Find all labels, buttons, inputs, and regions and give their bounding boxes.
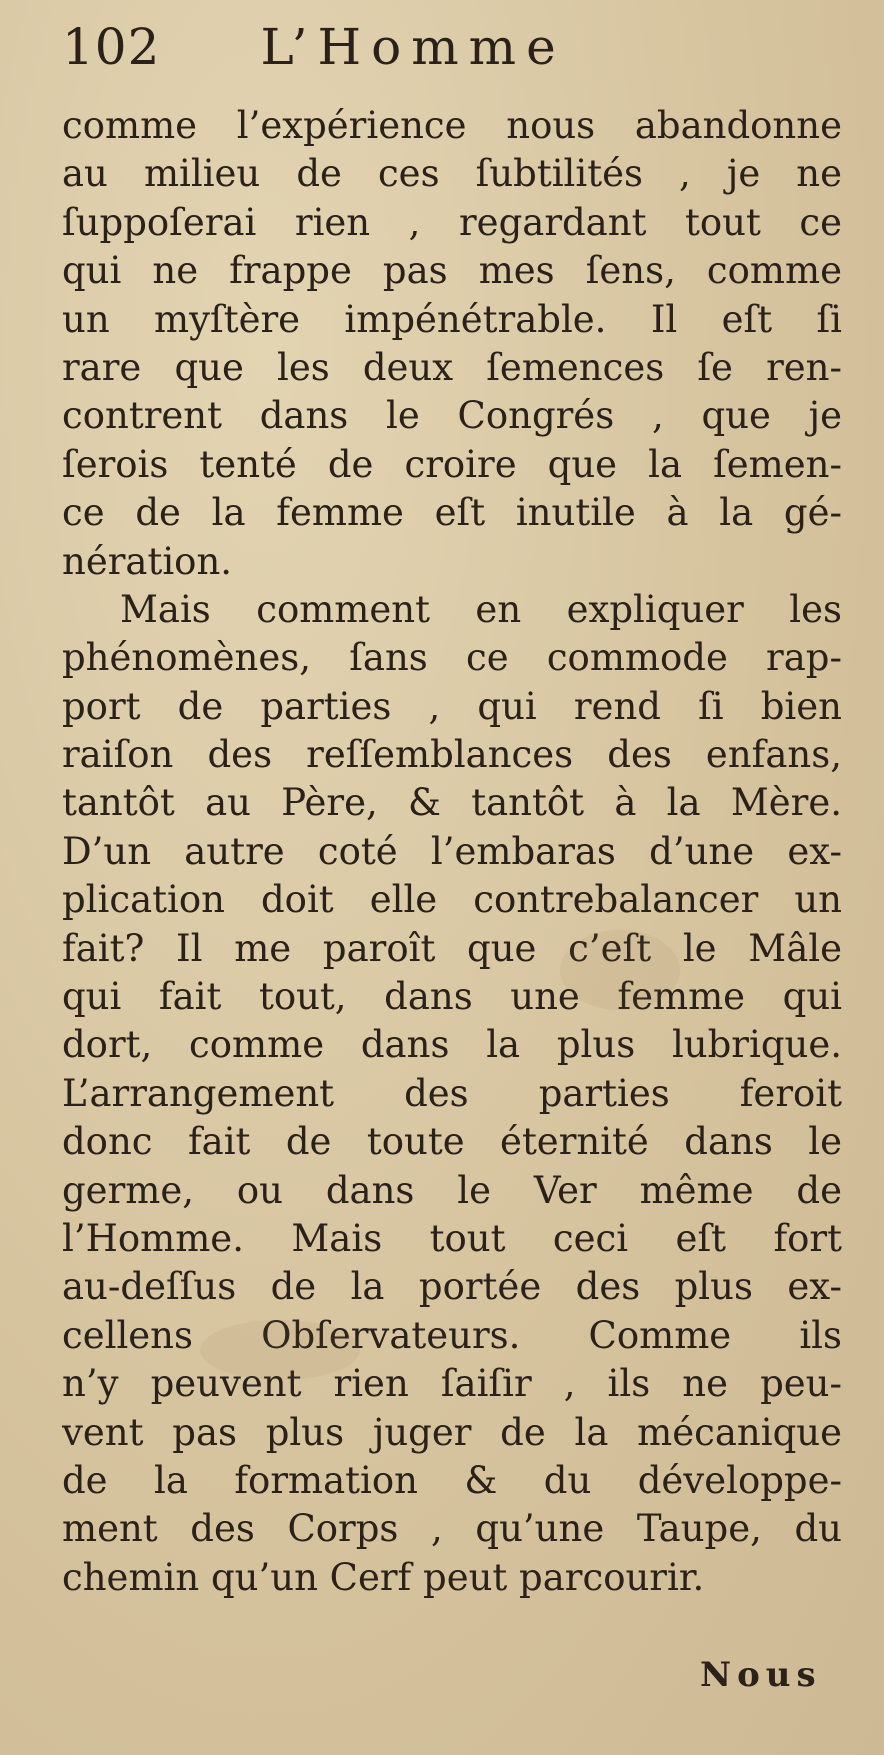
text-line: cellens Obſervateurs. Comme ils (62, 1313, 842, 1357)
text-line: n’y peuvent rien ſaiſir , ils ne peu- (62, 1362, 842, 1406)
running-head: L’Homme (260, 18, 566, 76)
text-line: comme l’expérience nous abandonne (62, 104, 842, 147)
text-line: ment des Corps , qu’une Taupe, du (62, 1507, 842, 1551)
page-number: 102 (62, 18, 161, 76)
text-line: germe, ou dans le Ver même de (62, 1168, 842, 1212)
text-line: fait? Il me paroît que c’eſt le Mâle (62, 926, 842, 970)
text-line: de la formation & du développe- (62, 1458, 842, 1502)
catchword: Nous (700, 1655, 822, 1695)
text-line: nération. (62, 539, 233, 583)
text-line: l’Homme. Mais tout ceci eſt fort (62, 1216, 842, 1260)
text-line: phénomènes, ſans ce commode rap- (62, 636, 842, 680)
text-line: au-deſſus de la portée des plus ex- (62, 1265, 842, 1309)
text-line: ce de la femme eſt inutile à la gé- (62, 491, 842, 535)
text-line: plication doit elle contrebalancer un (62, 878, 842, 922)
text-line: ſuppoſerai rien , regardant tout ce (62, 200, 842, 244)
text-line: Mais comment en expliquer les (120, 587, 842, 631)
paper-stain (560, 930, 680, 1010)
text-line: port de parties , qui rend ſi bien (62, 684, 842, 728)
text-line: chemin qu’un Cerf peut parcourir. (62, 1555, 705, 1599)
text-line: donc fait de toute éternité dans le (62, 1120, 842, 1164)
text-line: raiſon des reſſemblances des enfans, (62, 733, 842, 777)
text-line: au milieu de ces ſubtilités , je ne (62, 152, 842, 196)
text-line: ſerois tenté de croire que la ſemen- (62, 442, 842, 486)
text-line: rare que les deux ſemences ſe ren- (62, 345, 842, 389)
page-header (62, 18, 848, 102)
text-line: qui ne frappe pas mes ſens, comme (62, 249, 842, 293)
paper-stain (200, 1320, 360, 1380)
text-line: tantôt au Père, & tantôt à la Mère. (62, 781, 842, 825)
text-line: contrent dans le Congrés , que je (62, 394, 842, 438)
text-block (62, 102, 848, 1602)
text-line: un myſtère impénétrable. Il eſt ſi (62, 297, 842, 341)
text-line: D’un autre coté l’embaras d’une ex- (62, 829, 842, 873)
text-line: qui fait tout, dans une femme qui (62, 975, 842, 1019)
text-line: vent pas plus juger de la mécanique (62, 1410, 842, 1454)
text-line: dort, comme dans la plus lubrique. (62, 1023, 842, 1067)
text-line: L’arrangement des parties feroit (62, 1071, 842, 1115)
